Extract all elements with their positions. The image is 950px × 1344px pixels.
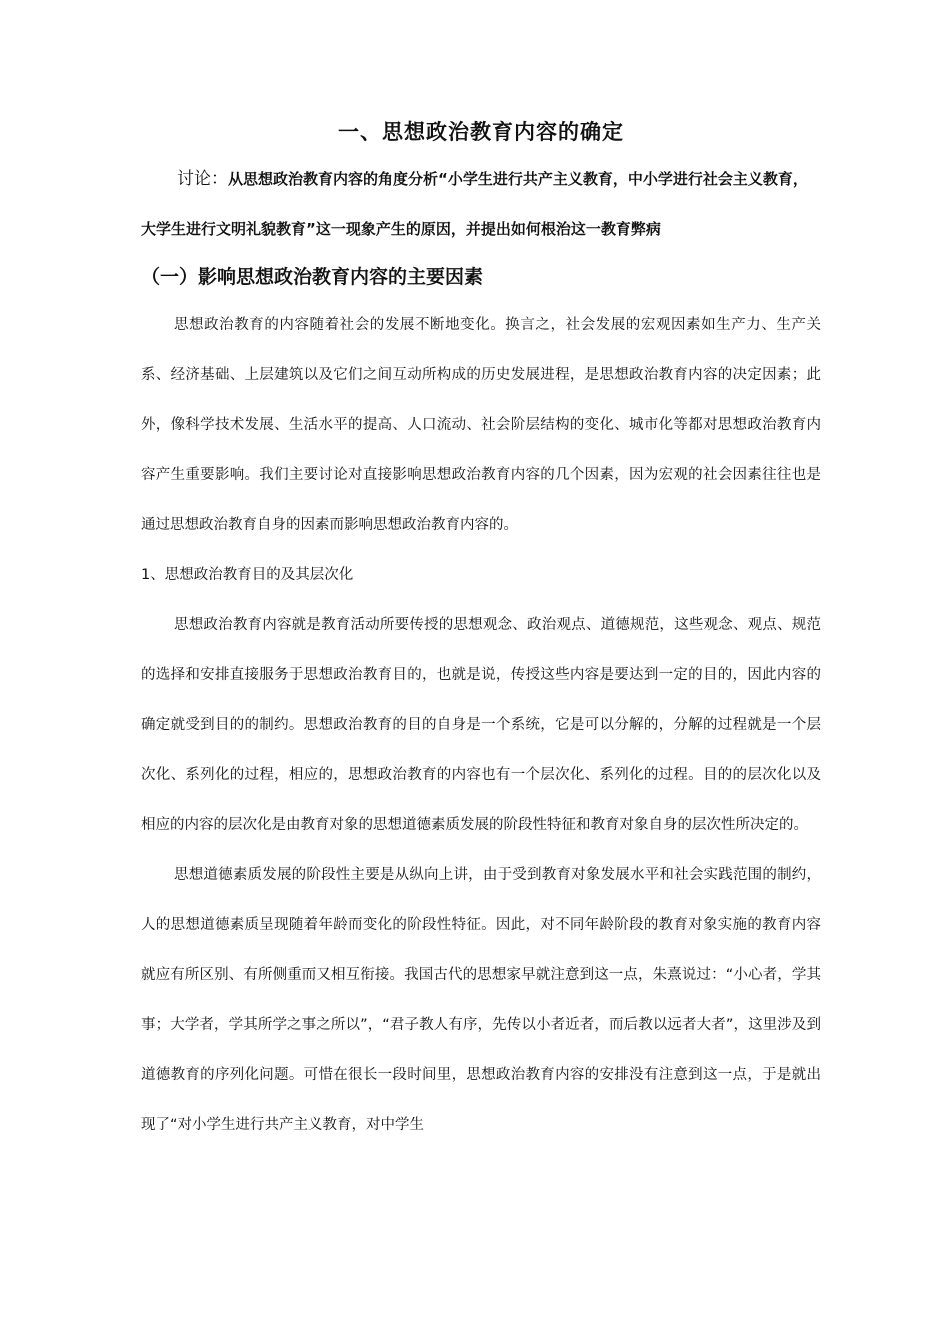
discussion-lead: 讨论： [177, 169, 228, 189]
document-page [141, 110, 821, 1150]
main-heading: 一、思想政治教育内容的确定 [338, 120, 624, 144]
section-heading: （一）影响思想政治教育内容的主要因素 [141, 266, 484, 288]
paragraph-1: 思想政治教育的内容随着社会的发展不断地变化。换言之，社会发展的宏观因素如生产力、生产关系、经济基础、上层建筑以及它们之间互动所构成的历史发展进程，是思想政治教育内容的决定因素；此外，像科学技术发展、生活水平的提高、人口流动、社会阶层结构的变化、城市化等都对思想政治教育内容产生重要影响。我们主要讨论对直接影响思想政治教育内容的几个因素，因为宏观的社会因素往往也是通过思想政治教育自身的因素而影响思想政治教育内容的。 [141, 317, 821, 533]
list-item-1: 1、思想政治教育目的及其层次化 [141, 567, 354, 583]
paragraph-2: 思想政治教育内容就是教育活动所要传授的思想观念、政治观点、道德规范，这些观念、观点、规范的选择和安排直接服务于思想政治教育目的，也就是说，传授这些内容是要达到一定的目的，因此内容的确定就受到目的的制约。思想政治教育的目的自身是一个系统，它是可以分解的，分解的过程就是一个层次化、系列化的过程，相应的，思想政治教育的内容也有一个层次化、系列化的过程。目的的层次化以及相应的内容的层次化是由教育对象的思想道德素质发展的阶段性特征和教育对象自身的层次性所决定的。 [141, 617, 821, 833]
discussion-block [141, 154, 821, 254]
paragraph-3: 思想道德素质发展的阶段性主要是从纵向上讲，由于受到教育对象发展水平和社会实践范围的制约，人的思想道德素质呈现随着年龄而变化的阶段性特征。因此，对不同年龄阶段的教育对象实施的教育内容就应有所区别、有所侧重而又相互衔接。我国古代的思想家早就注意到这一点，朱熹说过：“小心者，学其事；大学者，学其所学之事之所以”，“君子教人有序，先传以小者近者，而后教以远者大者”，这里涉及到道德教育的序列化问题。可惜在很长一段时间里，思想政治教育内容的安排没有注意到这一点，于是就出现了“对小学生进行共产主义教育，对中学生 [141, 867, 821, 1133]
discussion-text: 从思想政治教育内容的角度分析“小学生进行共产主义教育，中小学进行社会主义教育，大学生进行文明礼貌教育”这一现象产生的原因，并提出如何根治这一教育弊病 [141, 170, 808, 238]
